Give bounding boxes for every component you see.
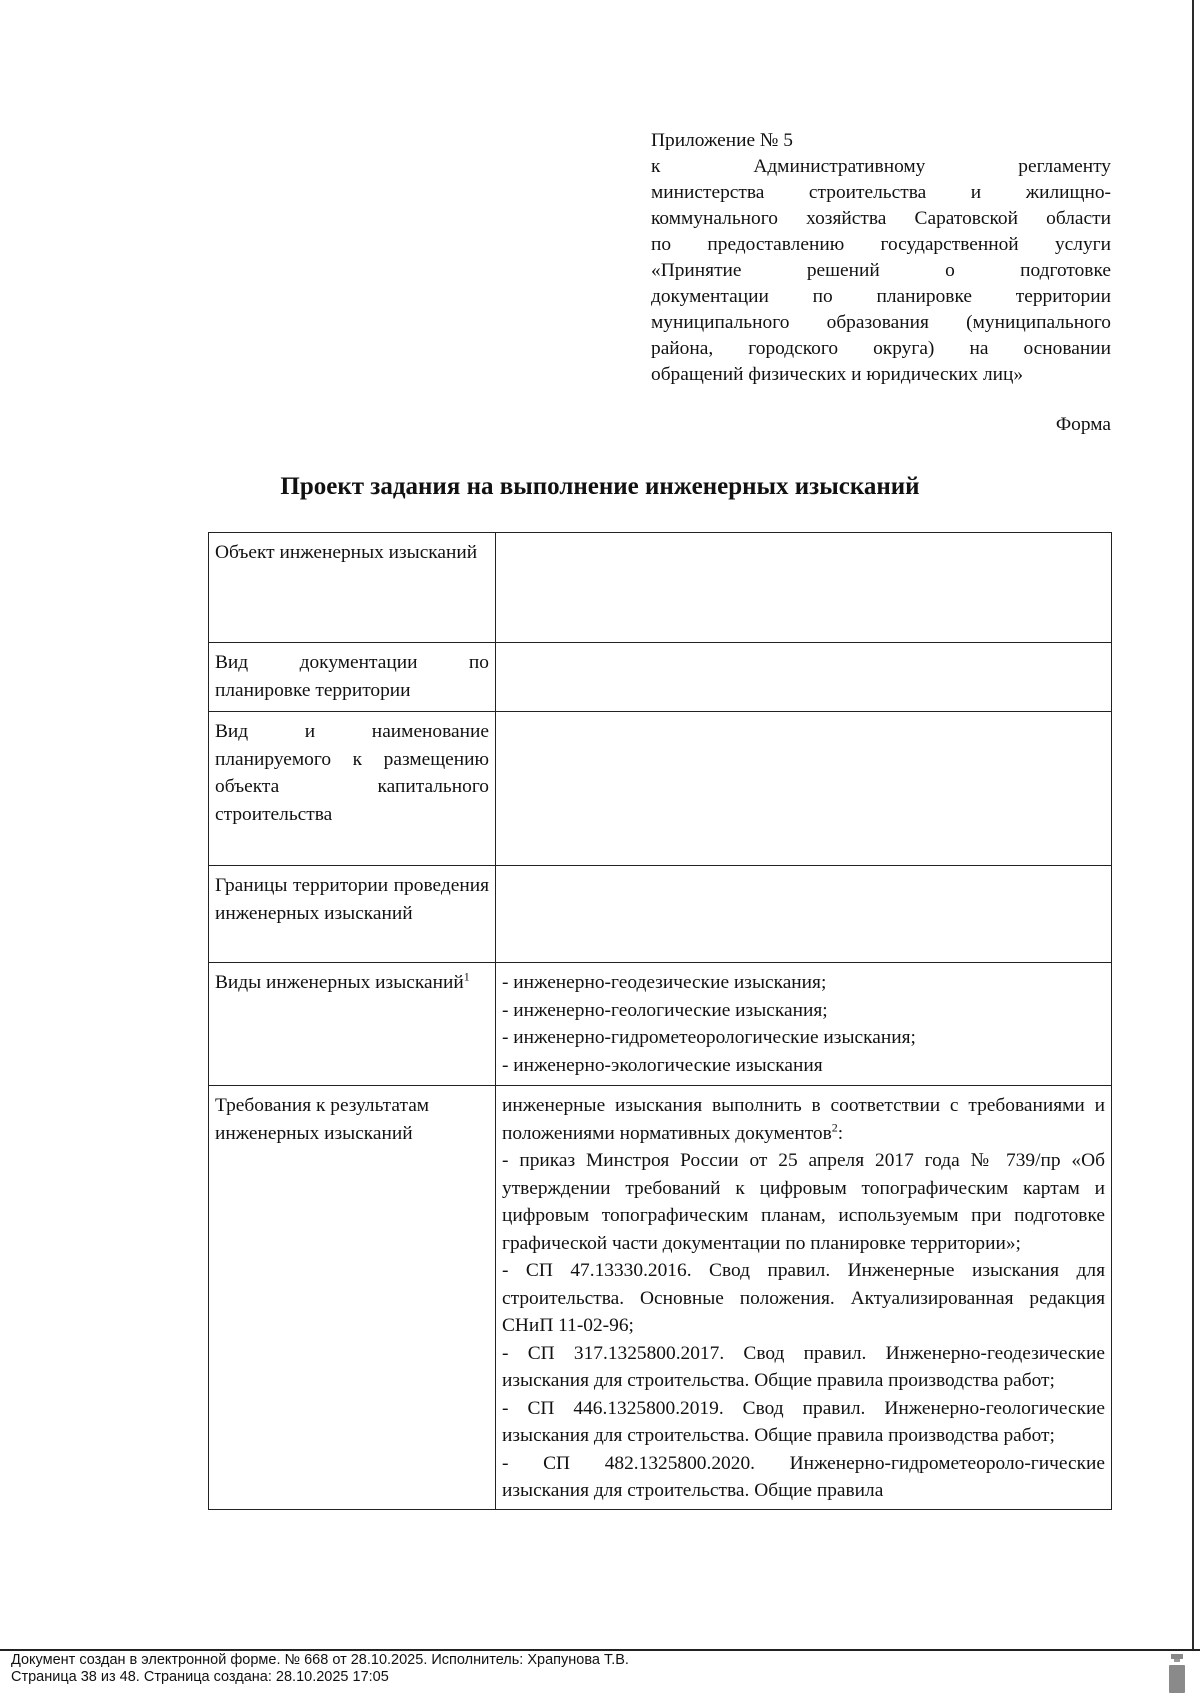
row-label: Вид и наименование планируемого к размещению объекта капитального строительства bbox=[209, 712, 496, 866]
table-row bbox=[209, 712, 1112, 866]
table-row bbox=[209, 533, 1112, 643]
row-label: Требования к результатам инженерных изысканий bbox=[209, 1086, 496, 1510]
normative-document-item: - приказ Минстроя России от 25 апреля 2017 года № 739/пр «Об утверждении требований к цифровым топографическим картам и цифровым топографическим планам, используемым при подготовке графической части документации по планировке территории»; bbox=[502, 1150, 1105, 1254]
row-value bbox=[496, 963, 1112, 1086]
form-label: Форма bbox=[1055, 414, 1111, 435]
footer-line: Документ создан в электронной форме. № 668 от 28.10.2025. Исполнитель: Храпунова Т.В. bbox=[11, 1652, 629, 1668]
row-label: Границы территории проведения инженерных изысканий bbox=[209, 866, 496, 963]
row-value[interactable] bbox=[496, 533, 1112, 643]
survey-type-item: - инженерно-геодезические изыскания; bbox=[502, 972, 827, 993]
appendix-line: министерства строительства и жилищно- bbox=[651, 182, 1111, 203]
row-label: Виды инженерных изысканий$^1$ bbox=[209, 963, 496, 1086]
appendix-line: коммунального хозяйства Саратовской области bbox=[651, 208, 1111, 229]
page-edge-line bbox=[1192, 0, 1194, 1650]
survey-type-item: - инженерно-гидрометеорологические изыскания; bbox=[502, 1027, 916, 1048]
requirements-intro: инженерные изыскания выполнить в соответствии с требованиями и положениями нормативных документов$^2$: bbox=[502, 1095, 1105, 1144]
appendix-line: к Административному регламенту bbox=[651, 156, 1111, 177]
survey-type-item: - инженерно-геологические изыскания; bbox=[502, 999, 828, 1021]
appendix-line: «Принятие решений о подготовке bbox=[651, 260, 1111, 281]
appendix-block bbox=[651, 128, 1111, 388]
footnote-mark: 2 bbox=[831, 1120, 838, 1135]
table-row bbox=[209, 1086, 1112, 1510]
document-title: Проект задания на выполнение инженерных изысканий bbox=[280, 473, 920, 500]
row-value[interactable] bbox=[496, 712, 1112, 866]
table-row bbox=[209, 963, 1112, 1086]
normative-document-item: - СП 446.1325800.2019. Свод правил. Инженерно-геологические изыскания для строительства. Общие правила производства работ; bbox=[502, 1397, 1105, 1446]
appendix-line: документации по планировке территории bbox=[651, 286, 1111, 307]
appendix-line: района, городского округа) на основании bbox=[651, 338, 1111, 359]
document-footer bbox=[0, 1649, 1200, 1700]
appendix-line: обращений физических и юридических лиц» bbox=[651, 364, 1024, 385]
appendix-heading: Приложение № 5 bbox=[651, 130, 793, 151]
footer-line: Страница 38 из 48. Страница создана: 28.10.2025 17:05 bbox=[11, 1669, 389, 1685]
row-label: Объект инженерных изысканий bbox=[209, 533, 496, 643]
survey-task-table bbox=[208, 532, 1112, 1510]
survey-type-item: - инженерно-экологические изыскания bbox=[502, 1054, 823, 1076]
row-value bbox=[496, 1086, 1112, 1510]
normative-document-item: - СП 47.13330.2016. Свод правил. Инженерные изыскания для строительства. Основные положения. Актуализированная редакция СНиП 11-02-96; bbox=[502, 1260, 1105, 1336]
row-value[interactable] bbox=[496, 643, 1112, 712]
table-row bbox=[209, 643, 1112, 712]
footer-text bbox=[11, 1652, 629, 1686]
table-row bbox=[209, 866, 1112, 963]
row-label: Вид документации по планировке территории bbox=[209, 643, 496, 712]
appendix-line: муниципального образования (муниципального bbox=[651, 312, 1111, 333]
footnote-mark: 1 bbox=[463, 969, 470, 984]
normative-document-item: - СП 317.1325800.2017. Свод правил. Инженерно-геодезические изыскания для строительства. Общие правила производства работ; bbox=[502, 1342, 1105, 1391]
emblem-icon bbox=[1168, 1653, 1186, 1695]
row-value[interactable] bbox=[496, 866, 1112, 963]
appendix-line: по предоставлению государственной услуги bbox=[651, 234, 1111, 255]
normative-document-item: - СП 482.1325800.2020. Инженерно-гидрометеороло-гические изыскания для строительства. Общие правила bbox=[502, 1452, 1105, 1501]
